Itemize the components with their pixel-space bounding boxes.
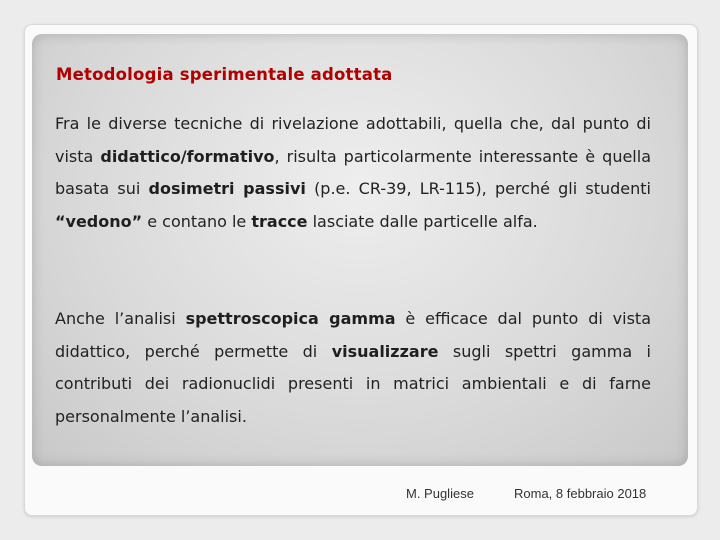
paragraph1-text-3: (p.e. CR-39, LR-115), perché gli studenti (305, 179, 651, 198)
paragraph1-bold-2: dosimetri passivi (148, 179, 306, 198)
paragraph1-text-1: Fra le diverse tecniche di rivelazione adottabili, quella che, dal punto di vista (55, 114, 651, 166)
paragraph1-bold-3: “vedono” (55, 211, 143, 231)
paragraph2-bold-2: visualizzare (331, 341, 439, 361)
paragraph1-bold-1: didattico/formativo (100, 146, 275, 166)
paragraph2-bold-1: spettroscopica gamma (185, 309, 396, 328)
footer-author: M. Pugliese (406, 486, 474, 501)
paragraph2-text-1: Anche l’analisi (55, 309, 186, 328)
slide-title: Metodologia sperimentale adottata (56, 65, 393, 84)
paragraph1-text-4: e contano le (142, 211, 252, 231)
paragraph2-text-3: sugli spettri gamma i contributi dei radionuclidi presenti in matrici ambientali e di farne personalmente l’analisi. (55, 341, 651, 426)
footer-date: Roma, 8 febbraio 2018 (514, 486, 647, 501)
paragraph-dosimetri (55, 108, 651, 238)
paragraph1-text-2: , risulta particolarmente interessante è quella basata sui (55, 146, 651, 198)
paragraph-spettroscopia (55, 303, 651, 433)
paragraph2-text-2: è efficace dal punto di vista didattico, perché permette di (55, 309, 652, 361)
paragraph1-bold-4: tracce (251, 211, 308, 231)
paragraph1-text-5: lasciate dalle particelle alfa. (307, 211, 538, 231)
